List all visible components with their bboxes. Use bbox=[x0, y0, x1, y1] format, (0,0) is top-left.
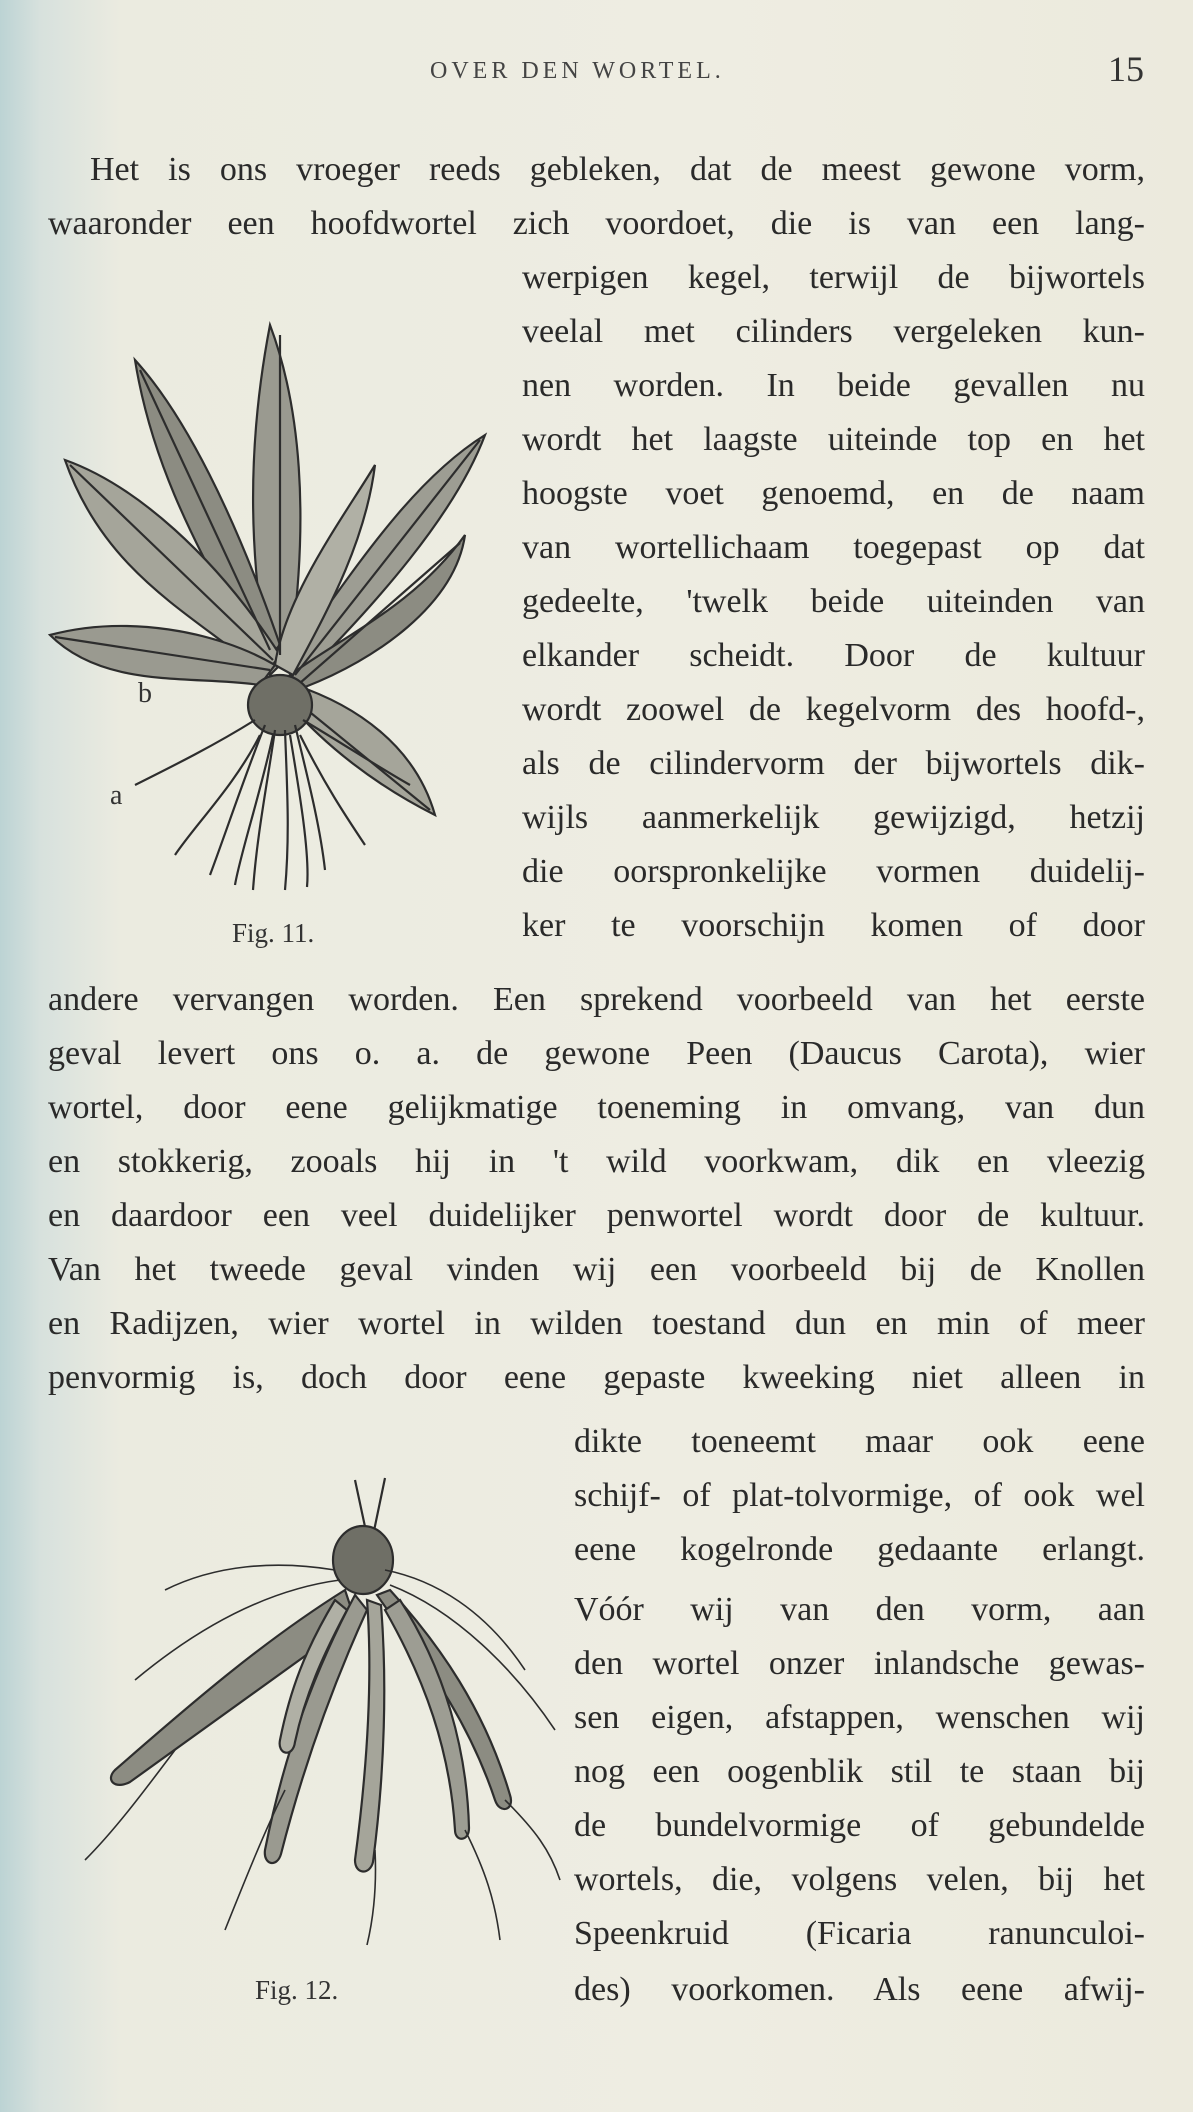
text-line: ker te voorschijn komen of door bbox=[522, 907, 1145, 944]
text-line: gedeelte, 'twelk beide uiteinden van bbox=[522, 583, 1145, 620]
text-line: de bundelvormige of gebundelde bbox=[574, 1807, 1145, 1844]
text-line: des) voorkomen. Als eene afwij- bbox=[574, 1971, 1145, 2008]
text-line: eene kogelronde gedaante erlangt. bbox=[574, 1531, 1145, 1568]
text-line: en daardoor een veel duidelijker penwortel wordt door de kultuur. bbox=[48, 1197, 1145, 1234]
text-line: Vóór wij van den vorm, aan bbox=[574, 1591, 1145, 1628]
text-line: elkander scheidt. Door de kultuur bbox=[522, 637, 1145, 674]
text-line: wordt het laagste uiteinde top en het bbox=[522, 421, 1145, 458]
text-line: Van het tweede geval vinden wij een voorbeeld bij de Knollen bbox=[48, 1251, 1145, 1288]
text-line: penvormig is, doch door eene gepaste kweeking niet alleen in bbox=[48, 1359, 1145, 1396]
figure-11-label-a: a bbox=[110, 780, 123, 811]
text-line: werpigen kegel, terwijl de bijwortels bbox=[522, 259, 1145, 296]
text-line: en Radijzen, wier wortel in wilden toestand dun en min of meer bbox=[48, 1305, 1145, 1342]
text-line: Speenkruid (Ficaria ranunculoi- bbox=[574, 1915, 1145, 1952]
page-number: 15 bbox=[1108, 49, 1144, 89]
text-line: wortel, door eene gelijkmatige toeneming in omvang, van dun bbox=[48, 1089, 1145, 1126]
figure-11-label-b: b bbox=[138, 678, 152, 709]
figure-12-illustration bbox=[55, 1470, 565, 1950]
text-line: nen worden. In beide gevallen nu bbox=[522, 367, 1145, 404]
text-line: schijf- of plat-tolvormige, of ook wel bbox=[574, 1477, 1145, 1514]
text-line: die oorspronkelijke vormen duidelij- bbox=[522, 853, 1145, 890]
text-line: hoogste voet genoemd, en de naam bbox=[522, 475, 1145, 512]
text-line: andere vervangen worden. Een sprekend voorbeeld van het eerste bbox=[48, 981, 1145, 1018]
text-line: nog een oogenblik stil te staan bij bbox=[574, 1753, 1145, 1790]
text-line: sen eigen, afstappen, wenschen wij bbox=[574, 1699, 1145, 1736]
running-title: OVER DEN WORTEL. bbox=[430, 58, 725, 84]
text-line: wordt zoowel de kegelvorm des hoofd-, bbox=[522, 691, 1145, 728]
text-line: waaronder een hoofdwortel zich voordoet, die is van een lang- bbox=[48, 205, 1145, 242]
text-line: wijls aanmerkelijk gewijzigd, hetzij bbox=[522, 799, 1145, 836]
text-line: wortels, die, volgens velen, bij het bbox=[574, 1861, 1145, 1898]
text-line: den wortel onzer inlandsche gewas- bbox=[574, 1645, 1145, 1682]
text-line: dikte toeneemt maar ook eene bbox=[574, 1423, 1145, 1460]
tuber-roots-engraving-icon bbox=[55, 1470, 565, 1950]
text-line: veelal met cilinders vergeleken kun- bbox=[522, 313, 1145, 350]
figure-11-caption: Fig. 11. bbox=[232, 918, 315, 948]
text-line: geval levert ons o. a. de gewone Peen (Daucus Carota), wier bbox=[48, 1035, 1145, 1072]
figure-12-caption: Fig. 12. bbox=[255, 1975, 339, 2005]
text-line: van wortellichaam toegepast op dat bbox=[522, 529, 1145, 566]
text-line: als de cilindervorm der bijwortels dik- bbox=[522, 745, 1145, 782]
text-line: en stokkerig, zooals hij in 't wild voorkwam, dik en vleezig bbox=[48, 1143, 1145, 1180]
text-line: Het is ons vroeger reeds gebleken, dat de meest gewone vorm, bbox=[90, 151, 1145, 188]
